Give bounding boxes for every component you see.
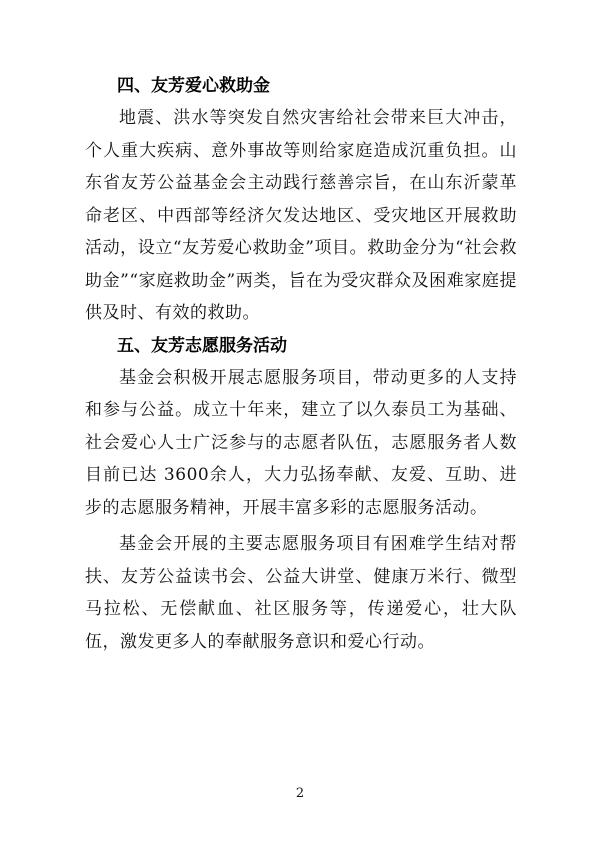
section-title-relief-fund: 四、友芳爱心救助金 (117, 76, 270, 96)
section-paragraph-relief-fund: 地震、洪水等突发自然灾害给社会带来巨大冲击，个人重大疾病、意外事故等则给家庭造成沉重负担。山东省友芳公益基金会主动践行慈善宗旨，在山东沂蒙革命老区、中西部等经济欠发达地区、受灾地区开展救助活动，设立“友芳爱心救助金”项目。救助金分为“社会救助金”“家庭救助金”两类，旨在为受灾群众及困难家庭提供及时、有效的救助。 (85, 108, 517, 323)
section-paragraph-volunteer-projects: 基金会开展的主要志愿服务项目有困难学生结对帮扶、友芳公益读书会、公益大讲堂、健康万米行、微型马拉松、无偿献血、社区服务等，传递爱心，壮大队伍，激发更多人的奉献服务意识和爱心行动。 (85, 534, 517, 652)
section-paragraph-volunteer-team: 基金会积极开展志愿服务项目，带动更多的人支持和参与公益。成立十年来，建立了以久泰员工为基础、社会爱心人士广泛参与的志愿者队伍，志愿服务者人数目前已达 3600余人，大力弘扬奉献、友爱、互助、进步的志愿服务精神，开展丰富多彩的志愿服务活动。 (85, 367, 517, 518)
section-title-volunteer-service: 五、友芳志愿服务活动 (117, 335, 287, 356)
page-number: 2 (295, 786, 305, 801)
page-content (85, 70, 517, 658)
